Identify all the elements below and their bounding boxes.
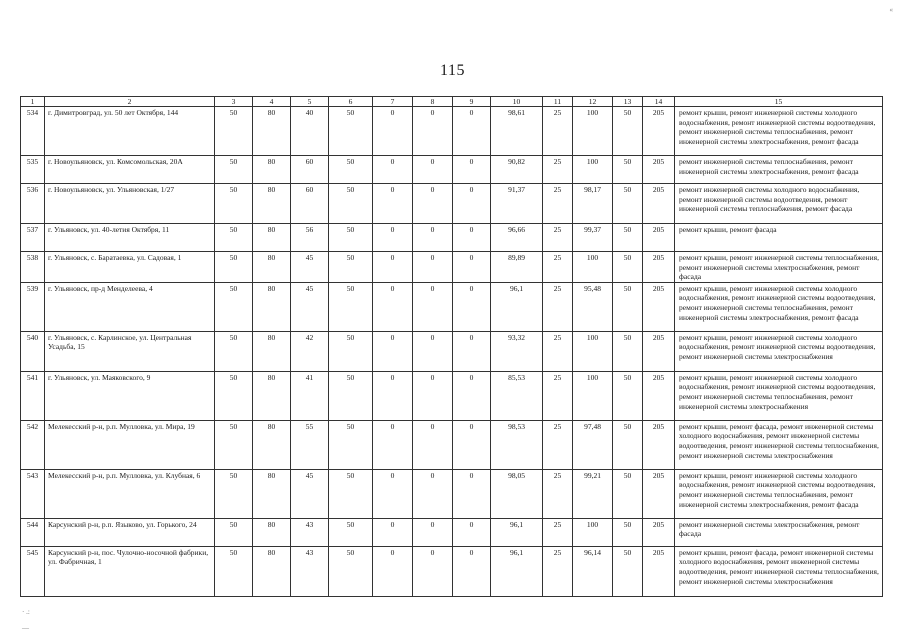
value-cell: 0	[373, 184, 413, 224]
value-cell: 205	[643, 282, 675, 331]
value-cell: 50	[215, 518, 253, 546]
value-cell: 0	[453, 546, 491, 596]
row-number: 545	[21, 546, 45, 596]
value-cell: 205	[643, 518, 675, 546]
value-cell: 50	[329, 469, 373, 518]
works-cell: ремонт крыши, ремонт фасада, ремонт инженерной системы холодного водоснабжения, ремонт инженерной системы водоотведения, ремонт инженерной системы теплоснабжения, ремонт инженерной системы электроснабжения	[675, 546, 883, 596]
value-cell: 205	[643, 252, 675, 283]
row-number: 539	[21, 282, 45, 331]
table-row	[21, 252, 883, 283]
value-cell: 43	[291, 546, 329, 596]
header-cell: 9	[453, 97, 491, 107]
value-cell: 50	[613, 518, 643, 546]
value-cell: 100	[573, 331, 613, 371]
value-cell: 45	[291, 282, 329, 331]
header-cell: 15	[675, 97, 883, 107]
value-cell: 0	[413, 224, 453, 252]
value-cell: 0	[373, 282, 413, 331]
value-cell: 0	[373, 156, 413, 184]
value-cell: 100	[573, 107, 613, 156]
value-cell: 50	[613, 282, 643, 331]
table-row	[21, 107, 883, 156]
value-cell: 50	[215, 420, 253, 469]
table-row	[21, 331, 883, 371]
value-cell: 80	[253, 546, 291, 596]
value-cell: 0	[453, 252, 491, 283]
value-cell: 80	[253, 156, 291, 184]
value-cell: 100	[573, 156, 613, 184]
register-table	[20, 96, 883, 597]
works-cell: ремонт крыши, ремонт фасада, ремонт инженерной системы холодного водоснабжения, ремонт инженерной системы водоотведения, ремонт инженерной системы теплоснабжения, ремонт инженерной системы электроснабжения	[675, 420, 883, 469]
margin-mark: —	[22, 624, 29, 632]
value-cell: 50	[613, 107, 643, 156]
table-row	[21, 420, 883, 469]
value-cell: 41	[291, 371, 329, 420]
table-row	[21, 224, 883, 252]
value-cell: 0	[413, 546, 453, 596]
value-cell: 90,82	[491, 156, 543, 184]
header-cell: 12	[573, 97, 613, 107]
value-cell: 0	[413, 184, 453, 224]
works-cell: ремонт крыши, ремонт инженерной системы холодного водоснабжения, ремонт инженерной системы водоотведения, ремонт инженерной системы теплоснабжения, ремонт инженерной системы электроснабжения, ремонт фасада	[675, 107, 883, 156]
value-cell: 50	[613, 331, 643, 371]
value-cell: 0	[373, 107, 413, 156]
works-cell: ремонт крыши, ремонт инженерной системы теплоснабжения, ремонт инженерной системы электроснабжения, ремонт фасада	[675, 252, 883, 283]
value-cell: 96,14	[573, 546, 613, 596]
value-cell: 80	[253, 420, 291, 469]
value-cell: 0	[373, 331, 413, 371]
value-cell: 80	[253, 107, 291, 156]
value-cell: 0	[413, 252, 453, 283]
value-cell: 205	[643, 331, 675, 371]
value-cell: 0	[373, 546, 413, 596]
value-cell: 96,66	[491, 224, 543, 252]
row-number: 537	[21, 224, 45, 252]
value-cell: 205	[643, 469, 675, 518]
value-cell: 50	[215, 282, 253, 331]
value-cell: 25	[543, 331, 573, 371]
value-cell: 0	[413, 469, 453, 518]
value-cell: 25	[543, 282, 573, 331]
value-cell: 25	[543, 546, 573, 596]
row-number: 538	[21, 252, 45, 283]
value-cell: 50	[215, 546, 253, 596]
value-cell: 25	[543, 420, 573, 469]
value-cell: 50	[613, 224, 643, 252]
header-cell: 3	[215, 97, 253, 107]
works-cell: ремонт крыши, ремонт инженерной системы холодного водоснабжения, ремонт инженерной системы водоотведения, ремонт инженерной системы теплоснабжения, ремонт инженерной системы электроснабжения	[675, 371, 883, 420]
works-cell: ремонт крыши, ремонт фасада	[675, 224, 883, 252]
address-cell: г. Ульяновск, пр-д Менделеева, 4	[45, 282, 215, 331]
value-cell: 80	[253, 518, 291, 546]
value-cell: 50	[329, 331, 373, 371]
address-cell: Карсунский р-н, пос. Чулочно-носочной фабрики, ул. Фабричная, 1	[45, 546, 215, 596]
header-cell: 6	[329, 97, 373, 107]
value-cell: 205	[643, 420, 675, 469]
address-cell: г. Новоульяновск, ул. Ульяновская, 1/27	[45, 184, 215, 224]
header-cell: 1	[21, 97, 45, 107]
value-cell: 0	[453, 469, 491, 518]
table-row	[21, 546, 883, 596]
table-row	[21, 184, 883, 224]
value-cell: 80	[253, 252, 291, 283]
works-cell: ремонт крыши, ремонт инженерной системы холодного водоснабжения, ремонт инженерной системы водоотведения, ремонт инженерной системы теплоснабжения, ремонт инженерной системы электроснабжения, ремонт фасада	[675, 282, 883, 331]
value-cell: 100	[573, 371, 613, 420]
corner-mark: «	[889, 6, 893, 14]
value-cell: 205	[643, 371, 675, 420]
address-cell: г. Ульяновск, ул. 40-летия Октября, 11	[45, 224, 215, 252]
value-cell: 50	[215, 469, 253, 518]
value-cell: 50	[329, 224, 373, 252]
margin-mark: · .:	[22, 608, 30, 616]
value-cell: 0	[413, 420, 453, 469]
row-number: 540	[21, 331, 45, 371]
address-cell: Мелекесский р-н, р.п. Мулловка, ул. Клубная, 6	[45, 469, 215, 518]
header-cell: 8	[413, 97, 453, 107]
value-cell: 0	[453, 371, 491, 420]
works-cell: ремонт инженерной системы теплоснабжения, ремонт инженерной системы электроснабжения, ремонт фасада	[675, 156, 883, 184]
works-cell: ремонт инженерной системы холодного водоснабжения, ремонт инженерной системы водоотведения, ремонт инженерной системы теплоснабжения, ремонт фасада	[675, 184, 883, 224]
value-cell: 0	[413, 156, 453, 184]
value-cell: 50	[329, 107, 373, 156]
value-cell: 91,37	[491, 184, 543, 224]
value-cell: 25	[543, 371, 573, 420]
value-cell: 0	[373, 420, 413, 469]
value-cell: 89,89	[491, 252, 543, 283]
row-number: 543	[21, 469, 45, 518]
value-cell: 205	[643, 156, 675, 184]
value-cell: 42	[291, 331, 329, 371]
row-number: 542	[21, 420, 45, 469]
address-cell: Мелекесский р-н, р.п. Мулловка, ул. Мира, 19	[45, 420, 215, 469]
value-cell: 50	[329, 546, 373, 596]
value-cell: 50	[215, 224, 253, 252]
value-cell: 99,21	[573, 469, 613, 518]
value-cell: 0	[373, 469, 413, 518]
value-cell: 50	[215, 107, 253, 156]
value-cell: 60	[291, 184, 329, 224]
row-number: 534	[21, 107, 45, 156]
header-row	[21, 97, 883, 107]
value-cell: 25	[543, 469, 573, 518]
value-cell: 50	[215, 184, 253, 224]
value-cell: 96,1	[491, 518, 543, 546]
value-cell: 50	[613, 184, 643, 224]
value-cell: 55	[291, 420, 329, 469]
value-cell: 96,1	[491, 282, 543, 331]
value-cell: 50	[613, 469, 643, 518]
row-number: 535	[21, 156, 45, 184]
value-cell: 205	[643, 224, 675, 252]
value-cell: 98,61	[491, 107, 543, 156]
page-number: 115	[440, 62, 465, 79]
value-cell: 80	[253, 331, 291, 371]
row-number: 536	[21, 184, 45, 224]
value-cell: 0	[453, 420, 491, 469]
value-cell: 0	[453, 224, 491, 252]
value-cell: 50	[215, 371, 253, 420]
value-cell: 50	[329, 156, 373, 184]
value-cell: 0	[373, 371, 413, 420]
header-cell: 2	[45, 97, 215, 107]
value-cell: 50	[329, 252, 373, 283]
value-cell: 97,48	[573, 420, 613, 469]
value-cell: 25	[543, 107, 573, 156]
address-cell: г. Новоульяновск, ул. Комсомольская, 20А	[45, 156, 215, 184]
works-cell: ремонт инженерной системы электроснабжения, ремонт фасада	[675, 518, 883, 546]
row-number: 541	[21, 371, 45, 420]
table-row	[21, 469, 883, 518]
value-cell: 0	[413, 331, 453, 371]
value-cell: 0	[413, 371, 453, 420]
value-cell: 80	[253, 371, 291, 420]
value-cell: 50	[613, 156, 643, 184]
value-cell: 0	[453, 107, 491, 156]
value-cell: 45	[291, 252, 329, 283]
address-cell: г. Ульяновск, ул. Маяковского, 9	[45, 371, 215, 420]
value-cell: 60	[291, 156, 329, 184]
value-cell: 95,48	[573, 282, 613, 331]
works-cell: ремонт крыши, ремонт инженерной системы холодного водоснабжения, ремонт инженерной системы водоотведения, ремонт инженерной системы электроснабжения	[675, 331, 883, 371]
works-cell: ремонт крыши, ремонт инженерной системы холодного водоснабжения, ремонт инженерной системы водоотведения, ремонт инженерной системы теплоснабжения, ремонт инженерной системы электроснабжения, ремонт фасада	[675, 469, 883, 518]
value-cell: 0	[413, 518, 453, 546]
table-row	[21, 282, 883, 331]
value-cell: 80	[253, 184, 291, 224]
value-cell: 56	[291, 224, 329, 252]
value-cell: 0	[413, 107, 453, 156]
value-cell: 25	[543, 518, 573, 546]
value-cell: 25	[543, 156, 573, 184]
value-cell: 25	[543, 224, 573, 252]
value-cell: 45	[291, 469, 329, 518]
table-row	[21, 371, 883, 420]
address-cell: г. Ульяновск, с. Карлинское, ул. Центральная Усадьба, 15	[45, 331, 215, 371]
value-cell: 80	[253, 282, 291, 331]
address-cell: г. Ульяновск, с. Баратаевка, ул. Садовая, 1	[45, 252, 215, 283]
value-cell: 0	[413, 282, 453, 331]
value-cell: 50	[613, 420, 643, 469]
value-cell: 80	[253, 224, 291, 252]
value-cell: 50	[329, 371, 373, 420]
value-cell: 25	[543, 184, 573, 224]
header-cell: 11	[543, 97, 573, 107]
value-cell: 50	[329, 184, 373, 224]
value-cell: 205	[643, 546, 675, 596]
value-cell: 100	[573, 252, 613, 283]
address-cell: Карсунский р-н, р.п. Языково, ул. Горького, 24	[45, 518, 215, 546]
value-cell: 0	[453, 331, 491, 371]
value-cell: 80	[253, 469, 291, 518]
header-cell: 5	[291, 97, 329, 107]
header-cell: 7	[373, 97, 413, 107]
table-row	[21, 156, 883, 184]
value-cell: 205	[643, 184, 675, 224]
value-cell: 50	[613, 371, 643, 420]
value-cell: 50	[329, 282, 373, 331]
row-number: 544	[21, 518, 45, 546]
header-cell: 10	[491, 97, 543, 107]
value-cell: 98,05	[491, 469, 543, 518]
value-cell: 0	[373, 252, 413, 283]
value-cell: 0	[453, 282, 491, 331]
value-cell: 50	[329, 420, 373, 469]
value-cell: 0	[453, 518, 491, 546]
value-cell: 0	[373, 224, 413, 252]
value-cell: 50	[613, 546, 643, 596]
value-cell: 0	[373, 518, 413, 546]
value-cell: 0	[453, 184, 491, 224]
header-cell: 13	[613, 97, 643, 107]
value-cell: 93,32	[491, 331, 543, 371]
value-cell: 43	[291, 518, 329, 546]
header-cell: 14	[643, 97, 675, 107]
value-cell: 50	[215, 156, 253, 184]
value-cell: 96,1	[491, 546, 543, 596]
value-cell: 50	[215, 252, 253, 283]
value-cell: 50	[613, 252, 643, 283]
value-cell: 99,37	[573, 224, 613, 252]
value-cell: 100	[573, 518, 613, 546]
table-row	[21, 518, 883, 546]
value-cell: 40	[291, 107, 329, 156]
address-cell: г. Димитровград, ул. 50 лет Октября, 144	[45, 107, 215, 156]
value-cell: 205	[643, 107, 675, 156]
value-cell: 85,53	[491, 371, 543, 420]
value-cell: 98,17	[573, 184, 613, 224]
value-cell: 25	[543, 252, 573, 283]
value-cell: 50	[215, 331, 253, 371]
value-cell: 0	[453, 156, 491, 184]
value-cell: 98,53	[491, 420, 543, 469]
header-cell: 4	[253, 97, 291, 107]
value-cell: 50	[329, 518, 373, 546]
